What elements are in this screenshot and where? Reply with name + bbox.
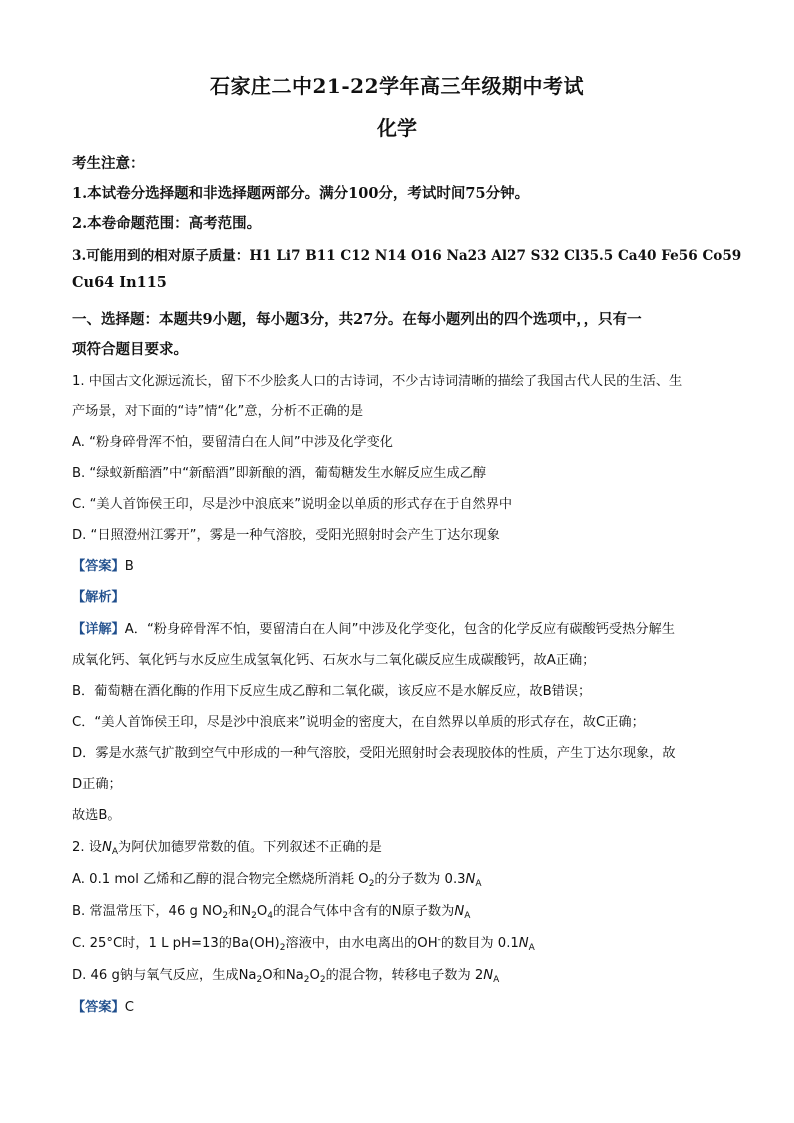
na-sub: A <box>111 847 119 857</box>
na-symbol: N <box>518 936 529 951</box>
answer-value: C <box>124 1000 134 1015</box>
detail-text: A．“粉身碎骨浑不怕，要留清白在人间”中涉及化学变化，包含的化学反应有碳酸钙受热分解生 <box>124 622 675 637</box>
q1-analysis-tag <box>72 586 724 605</box>
na-sub: A <box>493 975 500 985</box>
detail-tag: 【详解】 <box>72 622 125 637</box>
na-symbol: N <box>101 840 112 855</box>
q1-option-a: A. “粉身碎骨浑不怕，要留清白在人间”中涉及化学变化 <box>72 435 393 450</box>
q2d-b: O和Na <box>262 968 304 983</box>
answer-tag: 【答案】 <box>72 1000 125 1015</box>
na-symbol: N <box>465 872 476 887</box>
note-3: 3.可能用到的相对原子质量：H1 Li7 B11 C12 N14 O16 Na23 Al27 S32 Cl35.5 Ca40 Fe56 Co59 <box>72 248 742 264</box>
q2-option-c <box>72 932 724 951</box>
q2b-d: 的混合气体中含有的N原子数为 <box>273 904 455 919</box>
q1-detail-5: D．雾是水蒸气扩散到空气中形成的一种气溶胶，受阳光照射时会表现胶体的性质，产生丁达尔现象，故 <box>72 746 676 761</box>
q2b-sub3: 4 <box>267 911 273 921</box>
q1-detail-3: B．葡萄糖在酒化酶的作用下反应生成乙醇和二氧化碳，该反应不是水解反应，故B错误； <box>72 684 592 699</box>
q2c-sup: - <box>437 935 441 945</box>
answer-value: B <box>124 559 134 574</box>
q2d-d: 的混合物，转移电子数为 2 <box>325 968 484 983</box>
q1-detail-4: C．“美人首饰侯王印，尽是沙中浪底来”说明金的密度大，在自然界以单质的形式存在，故C正确； <box>72 715 645 730</box>
q2-stem-b: 为阿伏加德罗常数的值。下列叙述不正确的是 <box>118 840 382 855</box>
q2a-sub: 2 <box>368 879 375 889</box>
q2d-sub2: 2 <box>303 975 310 985</box>
note-2: 2.本卷命题范围：高考范围。 <box>72 215 262 232</box>
answer-tag: 【答案】 <box>72 559 125 574</box>
notes-heading: 考生注意： <box>72 155 145 172</box>
q2a-a: A. 0.1 mol 乙烯和乙醇的混合物完全燃烧所消耗 O <box>72 872 369 887</box>
q2-option-b <box>72 900 724 919</box>
q1-detail-2: 成氧化钙、氧化钙与水反应生成氢氧化钙、石灰水与二氧化碳反应生成碳酸钙，故A正确； <box>72 653 596 668</box>
na-symbol: N <box>483 968 494 983</box>
analysis-tag: 【解析】 <box>72 590 125 605</box>
q1-option-c: C. “美人首饰侯王印，尽是沙中浪底来”说明金以单质的形式存在于自然界中 <box>72 497 513 512</box>
q2-option-a <box>72 868 724 887</box>
na-sub: A <box>475 879 482 889</box>
q1-stem-cont: 产场景，对下面的“诗”情“化”意，分析不正确的是 <box>72 404 364 419</box>
section-heading: 一、选择题：本题共9小题，每小题3分，共27分。在每小题列出的四个选项中，，只有一 <box>72 311 642 328</box>
q2c-sub: 2 <box>279 943 286 953</box>
q2d-a: D. 46 g钠与氧气反应，生成Na <box>72 968 257 983</box>
q1-detail-6: D正确； <box>72 777 122 792</box>
section-heading-cont: 项符合题目要求。 <box>72 341 188 358</box>
q2c-c: 的数目为 0.1 <box>440 936 519 951</box>
q1-stem: 1. 中国古文化源远流长，留下不少脍炙人口的古诗词，不少古诗词清晰的描绘了我国古代人民的生活、生 <box>72 374 683 389</box>
q2d-sub3: 2 <box>319 975 326 985</box>
q2b-a: B. 常温常压下，46 g NO <box>72 904 223 919</box>
note-3-cont: Cu64 In115 <box>72 274 167 291</box>
q2b-b: 和N <box>228 904 252 919</box>
q2b-c: O <box>256 904 268 919</box>
q2-stem-a: 2. 设 <box>72 840 102 855</box>
q1-option-d: D. “日照澄州江雾开”，雾是一种气溶胶，受阳光照射时会产生丁达尔现象 <box>72 528 500 543</box>
q2d-c: O <box>309 968 320 983</box>
q2b-sub2: 2 <box>251 911 257 921</box>
exam-title: 石家庄二中21-22学年高三年级期中考试 <box>210 74 584 98</box>
q2c-a: C. 25°C时，1 L pH=13的Ba(OH) <box>72 936 280 951</box>
subject-title: 化学 <box>377 116 417 140</box>
q2b-sub1: 2 <box>222 911 229 921</box>
na-sub: A <box>464 911 471 921</box>
q2-option-d <box>72 964 724 983</box>
note-1: 1.本试卷分选择题和非选择题两部分。满分100分，考试时间75分钟。 <box>72 185 530 202</box>
q2-answer <box>72 996 724 1015</box>
q1-answer <box>72 555 724 574</box>
q2-stem <box>72 836 724 855</box>
q2d-sub1: 2 <box>256 975 263 985</box>
q1-detail-1 <box>72 618 724 637</box>
na-symbol: N <box>454 904 465 919</box>
q1-detail-7: 故选B。 <box>72 808 121 823</box>
q2c-b: 溶液中，由水电离出的OH <box>285 936 438 951</box>
na-sub: A <box>528 943 535 953</box>
q2a-b: 的分子数为 0.3 <box>374 872 466 887</box>
q1-option-b: B. “绿蚁新醅酒”中“新醅酒”即新酿的酒，葡萄糖发生水解反应生成乙醇 <box>72 466 487 481</box>
